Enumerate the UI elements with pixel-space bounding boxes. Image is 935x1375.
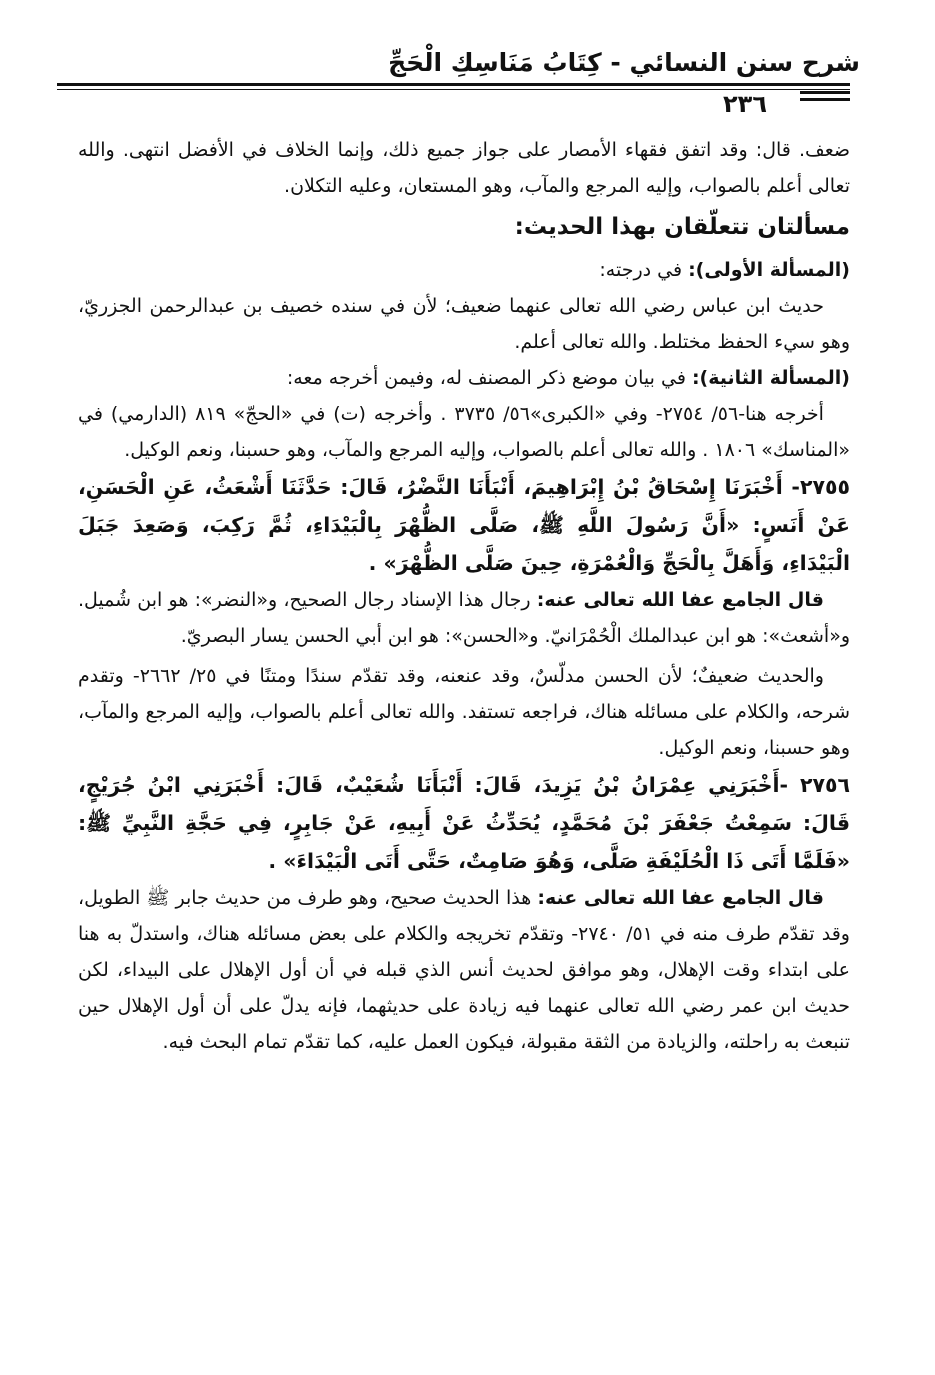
question-2-title: في بيان موضع ذكر المصنف له، وفيمن أخرجه معه:	[286, 367, 692, 389]
page-number-ornament	[800, 91, 850, 105]
commentary-2755-label: قال الجامع عفا الله تعالى عنه:	[536, 589, 824, 611]
main-text	[78, 132, 850, 1060]
question-1-title: في درجته:	[599, 259, 689, 281]
hadith-2755: ٢٧٥٥- أَخْبَرَنَا إِسْحَاقُ بْنُ إِبْرَاهِيمَ، أَنْبَأَنَا النَّضْرُ، قَالَ: حَدَّثَنَا أَشْعَثُ، عَنِ الْحَسَنِ، عَنْ أَنَسٍ: «أَنَّ رَسُولَ اللَّهِ ﷺ، صَلَّى الظُّهْرَ بِالْبَيْدَاءِ، ثُمَّ رَكِبَ، وَصَعِدَ جَبَلَ الْبَيْدَاءِ، وَأَهَلَّ بِالْحَجِّ وَالْعُمْرَةِ، حِينَ صَلَّى الظُّهْرَ» .	[78, 475, 850, 575]
question-1-label: (المسألة الأولى):	[688, 259, 850, 281]
question-2-heading	[78, 360, 850, 396]
commentary-2756	[78, 880, 850, 1060]
commentary-2755-text: رجال هذا الإسناد رجال الصحيح، و«النضر»: هو ابن شُميل. و«أشعث»: هو ابن عبدالملك الْحُمْرَانيّ. و«الحسن»: هو ابن أبي الحسن يسار البصريّ.	[78, 589, 850, 647]
question-2-label: (المسألة الثانية):	[691, 367, 850, 389]
header-rule-thick	[57, 83, 850, 86]
question-1-heading	[78, 252, 850, 288]
question-1-text: حديث ابن عباس رضي الله تعالى عنهما ضعيف؛ لأن في سنده خصيف بن عبدالرحمن الجزريّ، وهو سيء الحفظ مختلط. والله تعالى أعلم.	[78, 295, 850, 353]
paragraph-ending-quote: ضعف. قال: وقد اتفق فقهاء الأمصار على جواز جميع ذلك، وإنما الخلاف في الأفضل انتهى. والله تعالى أعلم بالصواب، وإليه المرجع والمآب، وهو المستعان، وعليه التكلان.	[78, 139, 850, 197]
commentary-2755	[78, 582, 850, 654]
running-title: شرح سنن النسائي - كِتَابُ مَنَاسِكِ الْحَجِّ	[388, 48, 860, 77]
section-heading: مسألتان تتعلّقان بهذا الحديث:	[514, 214, 850, 240]
question-2-text: أخرجه هنا-٥٦/ ٢٧٥٤- وفي «الكبرى»٥٦/ ٣٧٣٥ . وأخرجه (ت) في «الحجّ» ٨١٩ (الدارمي) في «المناسك» ١٨٠٦ . والله تعالى أعلم بالصواب، وإليه المرجع والمآب، وهو حسبنا، ونعم الوكيل.	[78, 403, 850, 461]
commentary-2756-text: هذا الحديث صحيح، وهو طرف من حديث جابر ﷺ الطويل، وقد تقدّم طرف منه في ٥١/ ٢٧٤٠- وتقدّم تخريجه والكلام على بعض مسائله هناك، واستدلّ به هنا على ابتداء وقت الإهلال، وهو موافق لحديث أنس الذي قبله في أن أول الإهلال على البيداء، لكن حديث ابن عمر رضي الله تعالى عنهما فيه زيادة على حديثهما، فإنه يدلّ على أن أول الإهلال حين تنبعث به راحلته، والزيادة من الثقة مقبولة، فيكون العمل عليه، كما تقدّم تمام البحث فيه.	[78, 887, 850, 1053]
commentary-2756-label: قال الجامع عفا الله تعالى عنه:	[537, 887, 824, 909]
page-number: ٢٣٦	[723, 90, 767, 118]
hadith-2756: ٢٧٥٦ -أَخْبَرَنِي عِمْرَانُ بْنُ يَزِيدَ، قَالَ: أَنْبَأَنَا شُعَيْبٌ، قَالَ: أَخْبَرَنِي ابْنُ جُرَيْجٍ، قَالَ: سَمِعْتُ جَعْفَرَ بْنَ مُحَمَّدٍ، يُحَدِّثُ عَنْ أَبِيهِ، عَنْ جَابِرٍ، فِي حَجَّةِ النَّبِيِّ ﷺ: «فَلَمَّا أَتَى ذَا الْحُلَيْفَةِ صَلَّى، وَهُوَ صَامِتٌ، حَتَّى أَتَى الْبَيْدَاءَ» .	[78, 773, 850, 873]
grading-paragraph: والحديث ضعيفٌ؛ لأن الحسن مدلّسٌ، وقد عنعنه، وقد تقدّم سندًا ومتنًا في ٢٥/ ٢٦٦٢- وتقدم شرحه، والكلام على مسائله هناك، فراجعه تستفد. والله تعالى أعلم بالصواب، وإليه المرجع والمآب، وهو حسبنا، ونعم الوكيل.	[78, 665, 850, 759]
